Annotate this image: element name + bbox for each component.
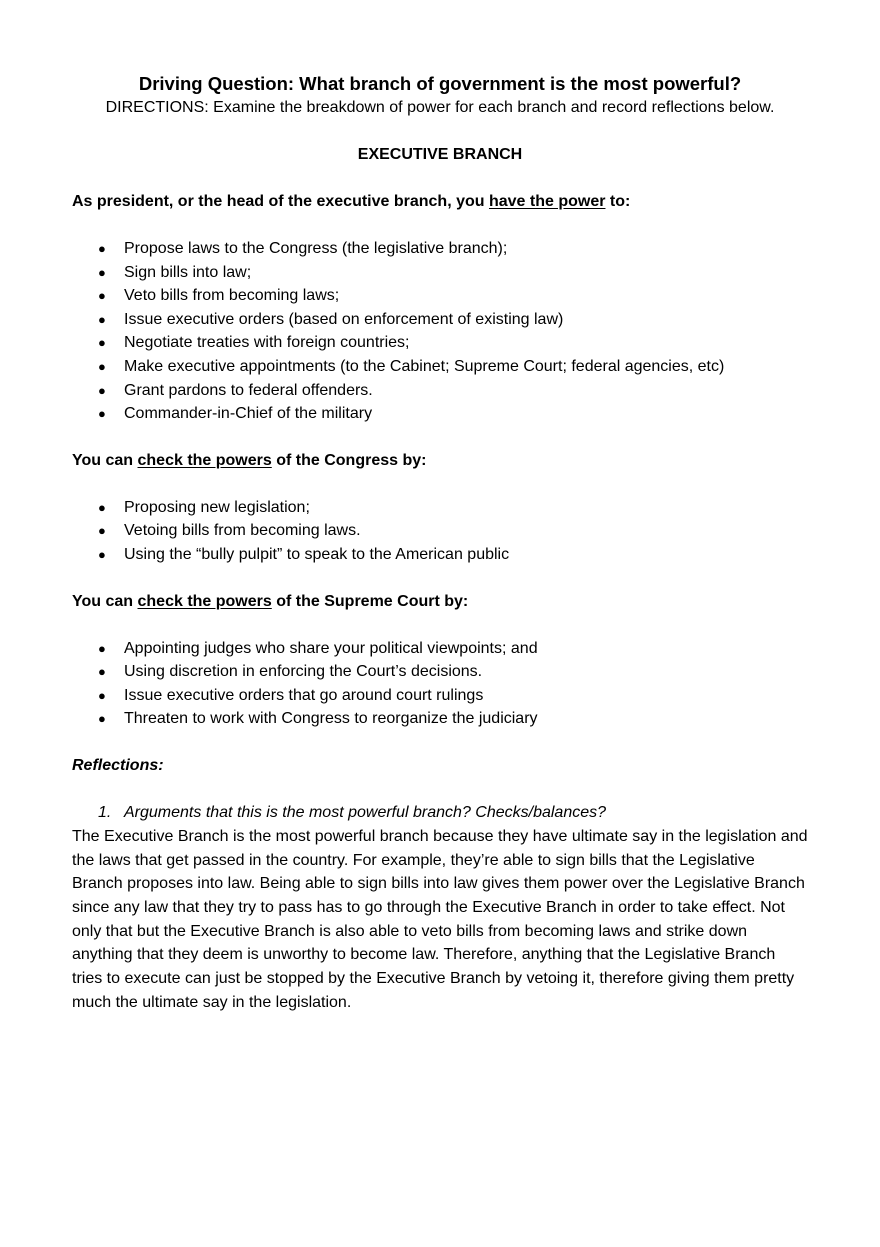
reflections-heading: Reflections: [72,756,164,774]
court-lead-pre: You can [72,592,138,610]
list-item: ● Negotiate treaties with foreign countries; [72,331,808,355]
powers-lead-pre: As president, or the head of the executive branch, you [72,193,489,210]
congress-checks-list [72,496,808,567]
document-page [72,72,808,1015]
list-item: ● Issue executive orders (based on enforcement of existing law) [72,308,808,332]
question-text: Arguments that this is the most powerful branch? Checks/balances? [124,803,607,821]
directions-text: DIRECTIONS: Examine the breakdown of power for each branch and record reflections below. [105,99,775,116]
powers-lead-underline: have the power [488,193,606,210]
list-item: ● Veto bills from becoming laws; [72,284,808,308]
congress-lead-underline: check the powers [137,451,272,469]
congress-checks-lead [72,449,808,473]
list-item: ● Issue executive orders that go around court rulings [72,684,808,708]
page-title: Driving Question: What branch of government is the most powerful? [138,73,742,94]
congress-lead-post: of the Congress by: [271,451,427,469]
list-item: ● Proposing new legislation; [72,496,808,520]
congress-lead-pre: You can [72,451,138,469]
question-number: 1. [98,803,112,821]
reflection-answer: The Executive Branch is the most powerful branch because they have ultimate say in the legislation and the laws that get passed in the country. For example, they’re able to sign bills that the Legislative Branch proposes into law. Being able to sign bills into law gives them power over the Legislative Branch since any law that they try to pass has to go through the Executive Branch in order to take effect. Not only that but the Executive Branch is also able to veto bills from becoming laws and strike down anything that they deem is unworthy to become law. Therefore, anything that the Legislative Branch tries to execute can just be stopped by the Executive Branch by vetoing it, therefore giving them pretty much the ultimate say in the legislation. [72,827,808,1011]
list-item: ● Propose laws to the Congress (the legislative branch); [72,237,808,261]
powers-lead [72,190,808,214]
list-item: ● Using the “bully pulpit” to speak to the American public [72,543,808,567]
court-checks-lead [72,590,808,614]
list-item: ● Make executive appointments (to the Cabinet; Supreme Court; federal agencies, etc) [72,355,808,379]
list-item: ● Grant pardons to federal offenders. [72,379,808,403]
powers-list [72,237,808,426]
court-checks-list [72,637,808,731]
list-item: ● Appointing judges who share your political viewpoints; and [72,637,808,661]
court-lead-underline: check the powers [137,592,272,610]
list-item: ● Vetoing bills from becoming laws. [72,519,808,543]
list-item: ● Using discretion in enforcing the Court’s decisions. [72,660,808,684]
court-lead-post: of the Supreme Court by: [271,592,469,610]
reflection-question [72,801,808,825]
list-item: ● Sign bills into law; [72,261,808,285]
powers-lead-post: to: [605,193,631,210]
list-item: ● Commander-in-Chief of the military [72,402,808,426]
list-item: ● Threaten to work with Congress to reorganize the judiciary [72,707,808,731]
section-title: EXECUTIVE BRANCH [357,146,523,163]
